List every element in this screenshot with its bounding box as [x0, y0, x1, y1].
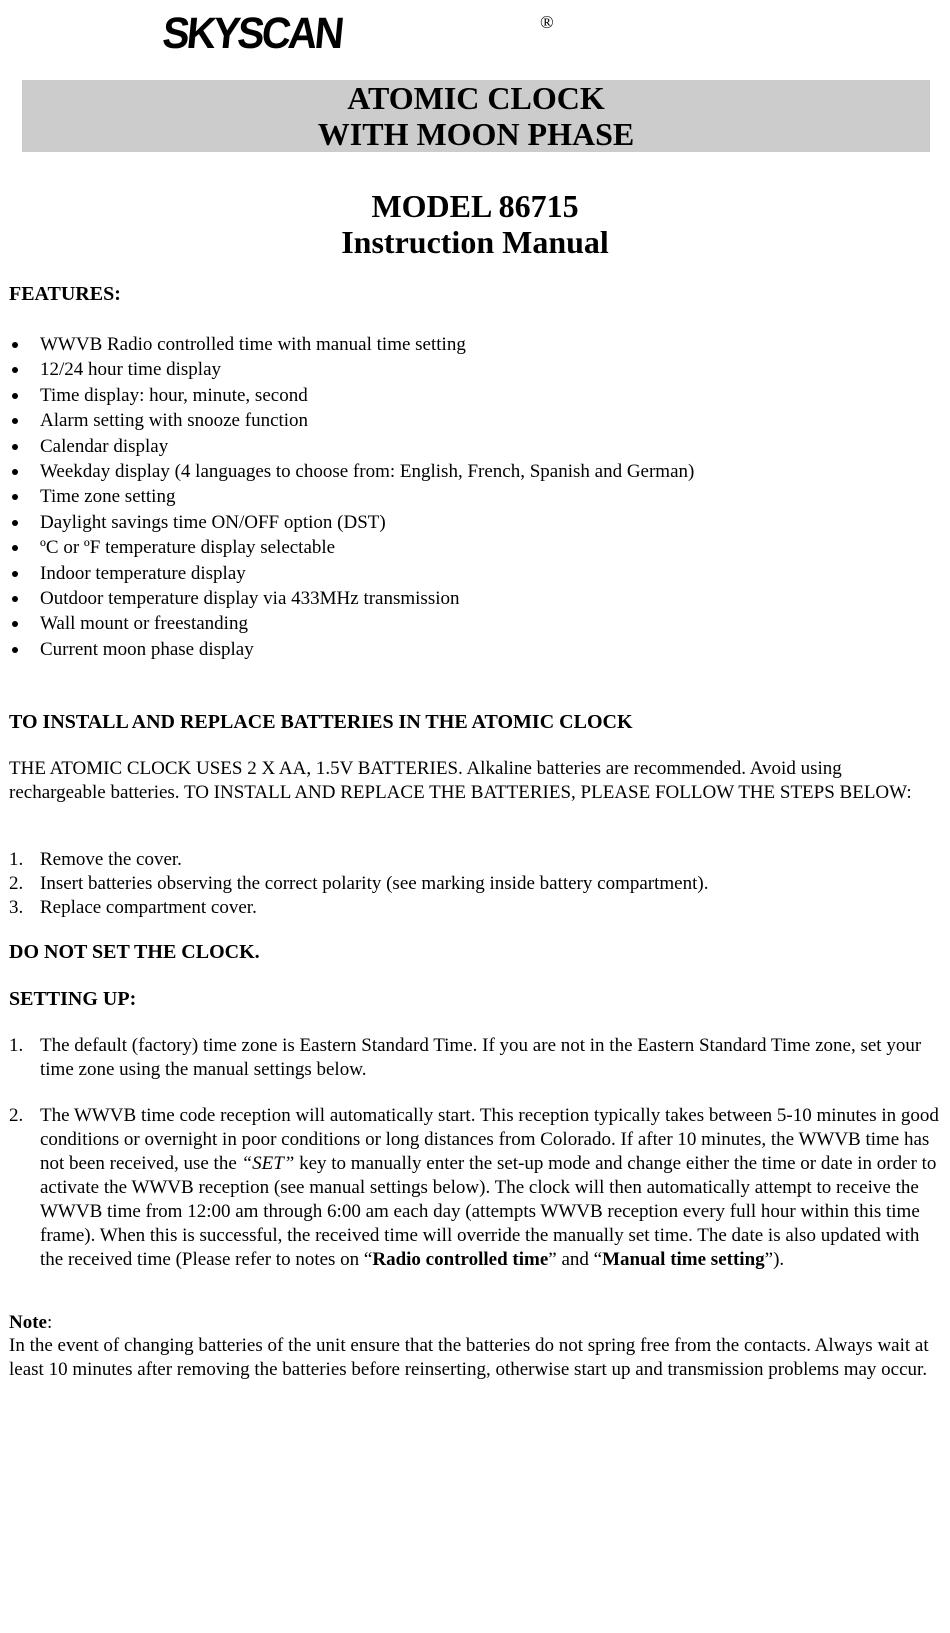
model-number: MODEL 86715: [371, 188, 579, 224]
note-label-line: [9, 1311, 52, 1335]
model-title: [0, 188, 950, 260]
title-banner: [22, 80, 930, 152]
step-number: 1.: [9, 1035, 24, 1056]
step-number: 1.: [9, 849, 24, 870]
set-key-label: “SET”: [241, 1153, 295, 1174]
step-text: Replace compartment cover.: [40, 897, 257, 918]
setup-step: [9, 1034, 939, 1082]
feature-item: WWVB Radio controlled time with manual time setting: [9, 332, 694, 357]
feature-item: Alarm setting with snooze function: [9, 408, 694, 433]
feature-item: Time display: hour, minute, second: [9, 383, 694, 408]
battery-step: [9, 872, 939, 896]
feature-item: Indoor temperature display: [9, 561, 694, 586]
step-text-part: key to manually enter the set-up mode and change either the time or date in order to activate the WWVB reception (see manual settings below). The clock will then automatically attempt to receive the WWVB time from 12:00 am through 6:00 am each day (attempts WWVB reception every full hour within this time frame). When this is successful, the received time will override the manually set time. The date is also updated with the received time (Please refer to notes on “: [40, 1153, 937, 1270]
note-text: In the event of changing batteries of the unit ensure that the batteries do not spring free from the contacts. Always wait at least 10 minutes after removing the batteries before reinserting, otherwise start up and transmission problems may occur.: [9, 1335, 929, 1380]
battery-steps: [9, 848, 939, 920]
feature-item: Daylight savings time ON/OFF option (DST): [9, 510, 694, 535]
battery-step: [9, 848, 939, 872]
step-number: 2.: [9, 1105, 24, 1126]
step-number: 3.: [9, 897, 24, 918]
feature-item: 12/24 hour time display: [9, 357, 694, 382]
step-text-part: ” and “: [548, 1249, 603, 1270]
setup-step: [9, 1104, 939, 1272]
radio-controlled-time-ref: Radio controlled time: [372, 1249, 549, 1270]
setup-steps: [9, 1034, 939, 1082]
skyscan-logo: SKYSCAN: [160, 9, 344, 58]
step-text-part: ”).: [764, 1249, 785, 1270]
setup-heading: SETTING UP:: [9, 988, 137, 1010]
step-text-part: The WWVB time code reception will automatically start. This reception typically takes between 5-10 minutes in good conditions or overnight in poor conditions or long distances from Colorado. If after 10 minutes, the WWVB time has not been received, use the: [40, 1105, 939, 1174]
manual-time-setting-ref: Manual time setting: [602, 1249, 765, 1270]
title-line-2: WITH MOON PHASE: [317, 116, 635, 152]
title-line-1: ATOMIC CLOCK: [347, 80, 605, 116]
step-text: Insert batteries observing the correct polarity (see marking inside battery compartment).: [40, 873, 709, 894]
features-list: [9, 332, 694, 662]
step-number: 2.: [9, 873, 24, 894]
feature-item: Time zone setting: [9, 484, 694, 509]
feature-item: Weekday display (4 languages to choose from: English, French, Spanish and German): [9, 459, 694, 484]
battery-step: [9, 896, 939, 920]
batteries-intro: THE ATOMIC CLOCK USES 2 X AA, 1.5V BATTERIES. Alkaline batteries are recommended. Avoid using rechargeable batteries. TO INSTALL AND REPLACE THE BATTERIES, PLEASE FOLLOW THE STEPS BELOW:: [9, 758, 912, 803]
registered-mark: ®: [540, 12, 554, 32]
note-label: Note: [9, 1312, 47, 1333]
feature-item: Current moon phase display: [9, 637, 694, 662]
step-text: The default (factory) time zone is Eastern Standard Time. If you are not in the Eastern Standard Time zone, set your time zone using the manual settings below.: [40, 1035, 922, 1080]
feature-item: Outdoor temperature display via 433MHz transmission: [9, 586, 694, 611]
feature-item: Calendar display: [9, 434, 694, 459]
note-colon: :: [46, 1312, 53, 1333]
setup-steps-2: [9, 1104, 939, 1272]
step-text: Remove the cover.: [40, 849, 182, 870]
features-heading: FEATURES:: [9, 283, 121, 305]
do-not-set-warning: DO NOT SET THE CLOCK.: [9, 941, 260, 963]
batteries-heading: TO INSTALL AND REPLACE BATTERIES IN THE ATOMIC CLOCK: [9, 711, 633, 733]
manual-subtitle: Instruction Manual: [341, 224, 609, 260]
feature-item: Wall mount or freestanding: [9, 611, 694, 636]
feature-item: ºC or ºF temperature display selectable: [9, 535, 694, 560]
